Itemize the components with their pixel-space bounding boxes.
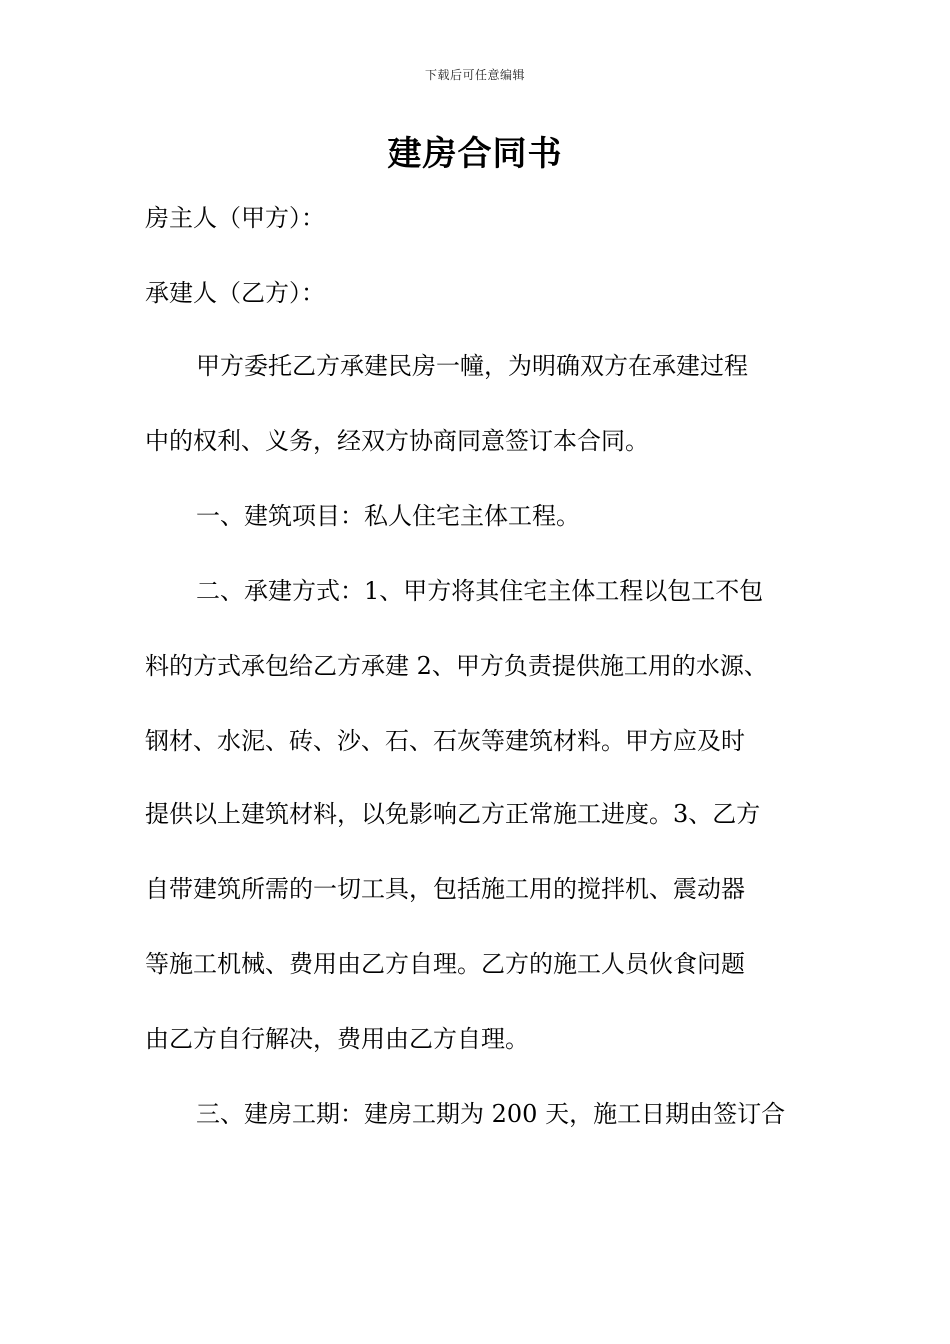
clause-2-line-5: 自带建筑所需的一切工具，包括施工用的搅拌机、震动器 (145, 875, 745, 903)
party-b-label: 承建人（乙方）： (145, 279, 325, 307)
clause-1-project: 一、建筑项目：私人住宅主体工程。 (196, 502, 580, 530)
body-line-intro-2: 中的权利、义务，经双方协商同意签订本合同。 (145, 427, 649, 455)
clause-2-line-1: 二、承建方式：1、甲方将其住宅主体工程以包工不包 (196, 577, 764, 605)
clause-3-line-1: 三、建房工期：建房工期为 200 天，施工日期由签订合 (196, 1100, 786, 1128)
clause-2-line-4: 提供以上建筑材料，以免影响乙方正常施工进度。3、乙方 (145, 800, 761, 828)
clause-2-line-3: 钢材、水泥、砖、沙、石、石灰等建筑材料。甲方应及时 (145, 727, 745, 755)
clause-2-line-2: 料的方式承包给乙方承建 2、甲方负责提供施工用的水源、 (145, 652, 768, 680)
clause-2-line-6: 等施工机械、费用由乙方自理。乙方的施工人员伙食问题 (145, 950, 745, 978)
header-note: 下载后可任意编辑 (424, 68, 525, 82)
document-title: 建房合同书 (387, 134, 563, 174)
clause-2-line-7: 由乙方自行解决，费用由乙方自理。 (145, 1025, 529, 1053)
body-line-intro-1: 甲方委托乙方承建民房一幢，为明确双方在承建过程 (196, 352, 748, 380)
party-a-label: 房主人（甲方）： (145, 204, 325, 232)
